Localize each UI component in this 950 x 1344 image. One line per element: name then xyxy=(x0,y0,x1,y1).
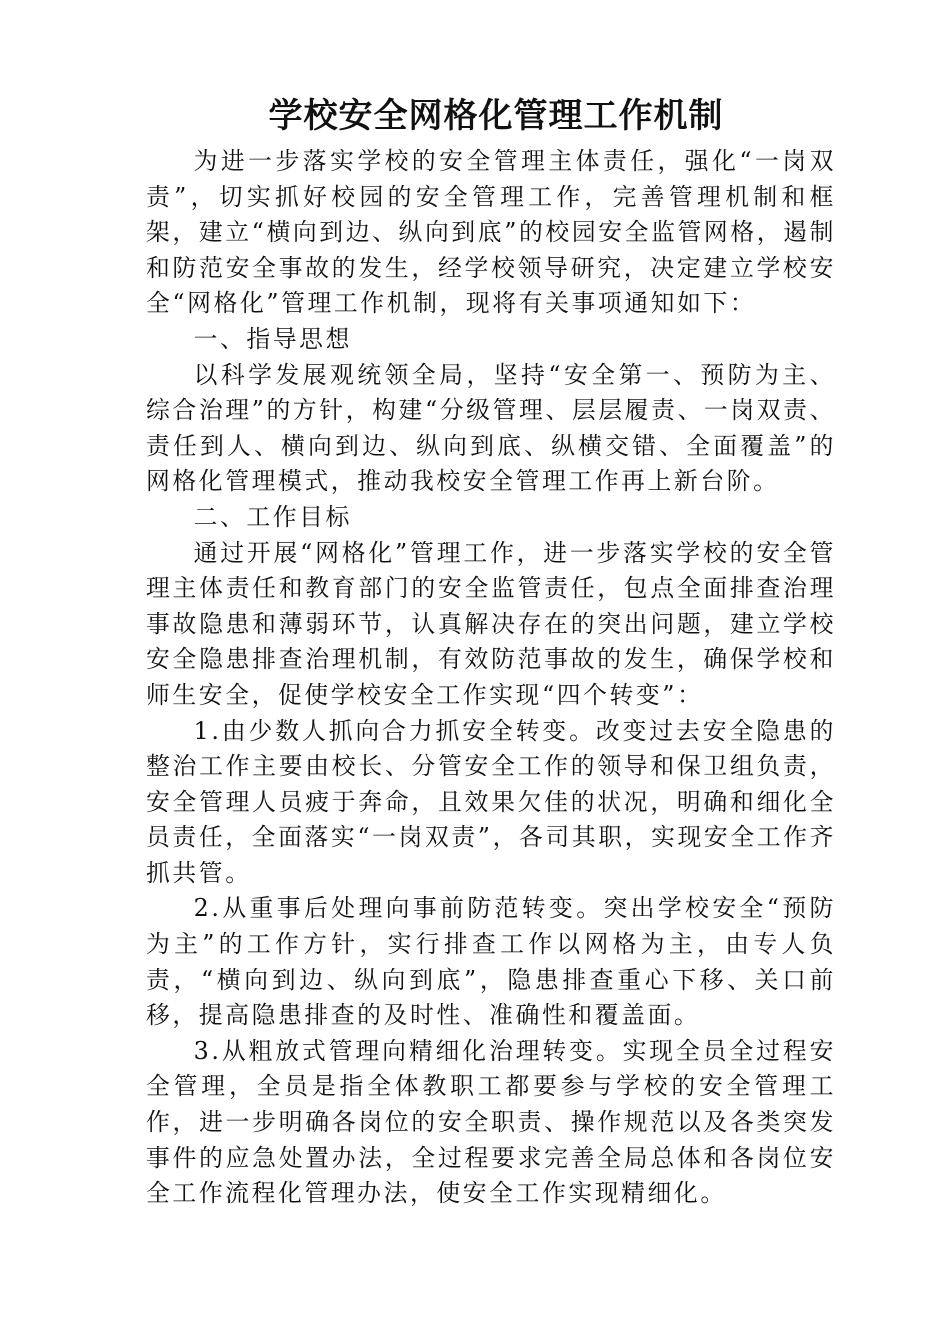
document-title: 学校安全网格化管理工作机制 xyxy=(268,96,724,136)
list-item-transformation-1: 1.由少数人抓向合力抓安全转变。改变过去安全隐患的整治工作主要由校长、分管安全工作的领导和保卫组负责，安全管理人员疲于奔命，且效果欠佳的状况，明确和细化全员责任，全面落实“一岗双责”，各司其职，实现安全工作齐抓共管。 xyxy=(146,716,836,887)
intro-paragraph: 为进一步落实学校的安全管理主体责任，强化“一岗双责”，切实抓好校园的安全管理工作，完善管理机制和框架，建立“横向到边、纵向到底”的校园安全监管网格，遏制和防范安全事故的发生，经学校领导研究，决定建立学校安全“网格化”管理工作机制，现将有关事项通知如下： xyxy=(146,147,836,318)
list-item-transformation-2: 2.从重事后处理向事前防范转变。突出学校安全“预防为主”的工作方针，实行排查工作以网格为主，由专人负责，“横向到边、纵向到底”，隐患排查重心下移、关口前移，提高隐患排查的及时性、准确性和覆盖面。 xyxy=(146,894,836,1030)
document-page xyxy=(146,92,836,1212)
section-heading-work-goals: 二、工作目标 xyxy=(193,502,352,531)
section-body-work-goals: 通过开展“网格化”管理工作，进一步落实学校的安全管理主体责任和教育部门的安全监管责任，包点全面排查治理事故隐患和薄弱环节，认真解决存在的突出问题，建立学校安全隐患排查治理机制，有效防范事故的发生，确保学校和师生安全，促使学校安全工作实现“四个转变”： xyxy=(146,538,836,709)
section-body-guiding-ideology: 以科学发展观统领全局，坚持“安全第一、预防为主、综合治理”的方针，构建“分级管理、层层履责、一岗双责、责任到人、横向到边、纵向到底、纵横交错、全面覆盖”的网格化管理模式，推动我校安全管理工作再上新台阶。 xyxy=(146,360,836,496)
section-heading-guiding-ideology: 一、指导思想 xyxy=(193,324,352,353)
list-item-transformation-3: 3.从粗放式管理向精细化治理转变。实现全员全过程安全管理，全员是指全体教职工都要参与学校的安全管理工作，进一步明确各岗位的安全职责、操作规范以及各类突发事件的应急处置办法，全过程要求完善全局总体和各岗位安全工作流程化管理办法，使安全工作实现精细化。 xyxy=(146,1036,836,1208)
